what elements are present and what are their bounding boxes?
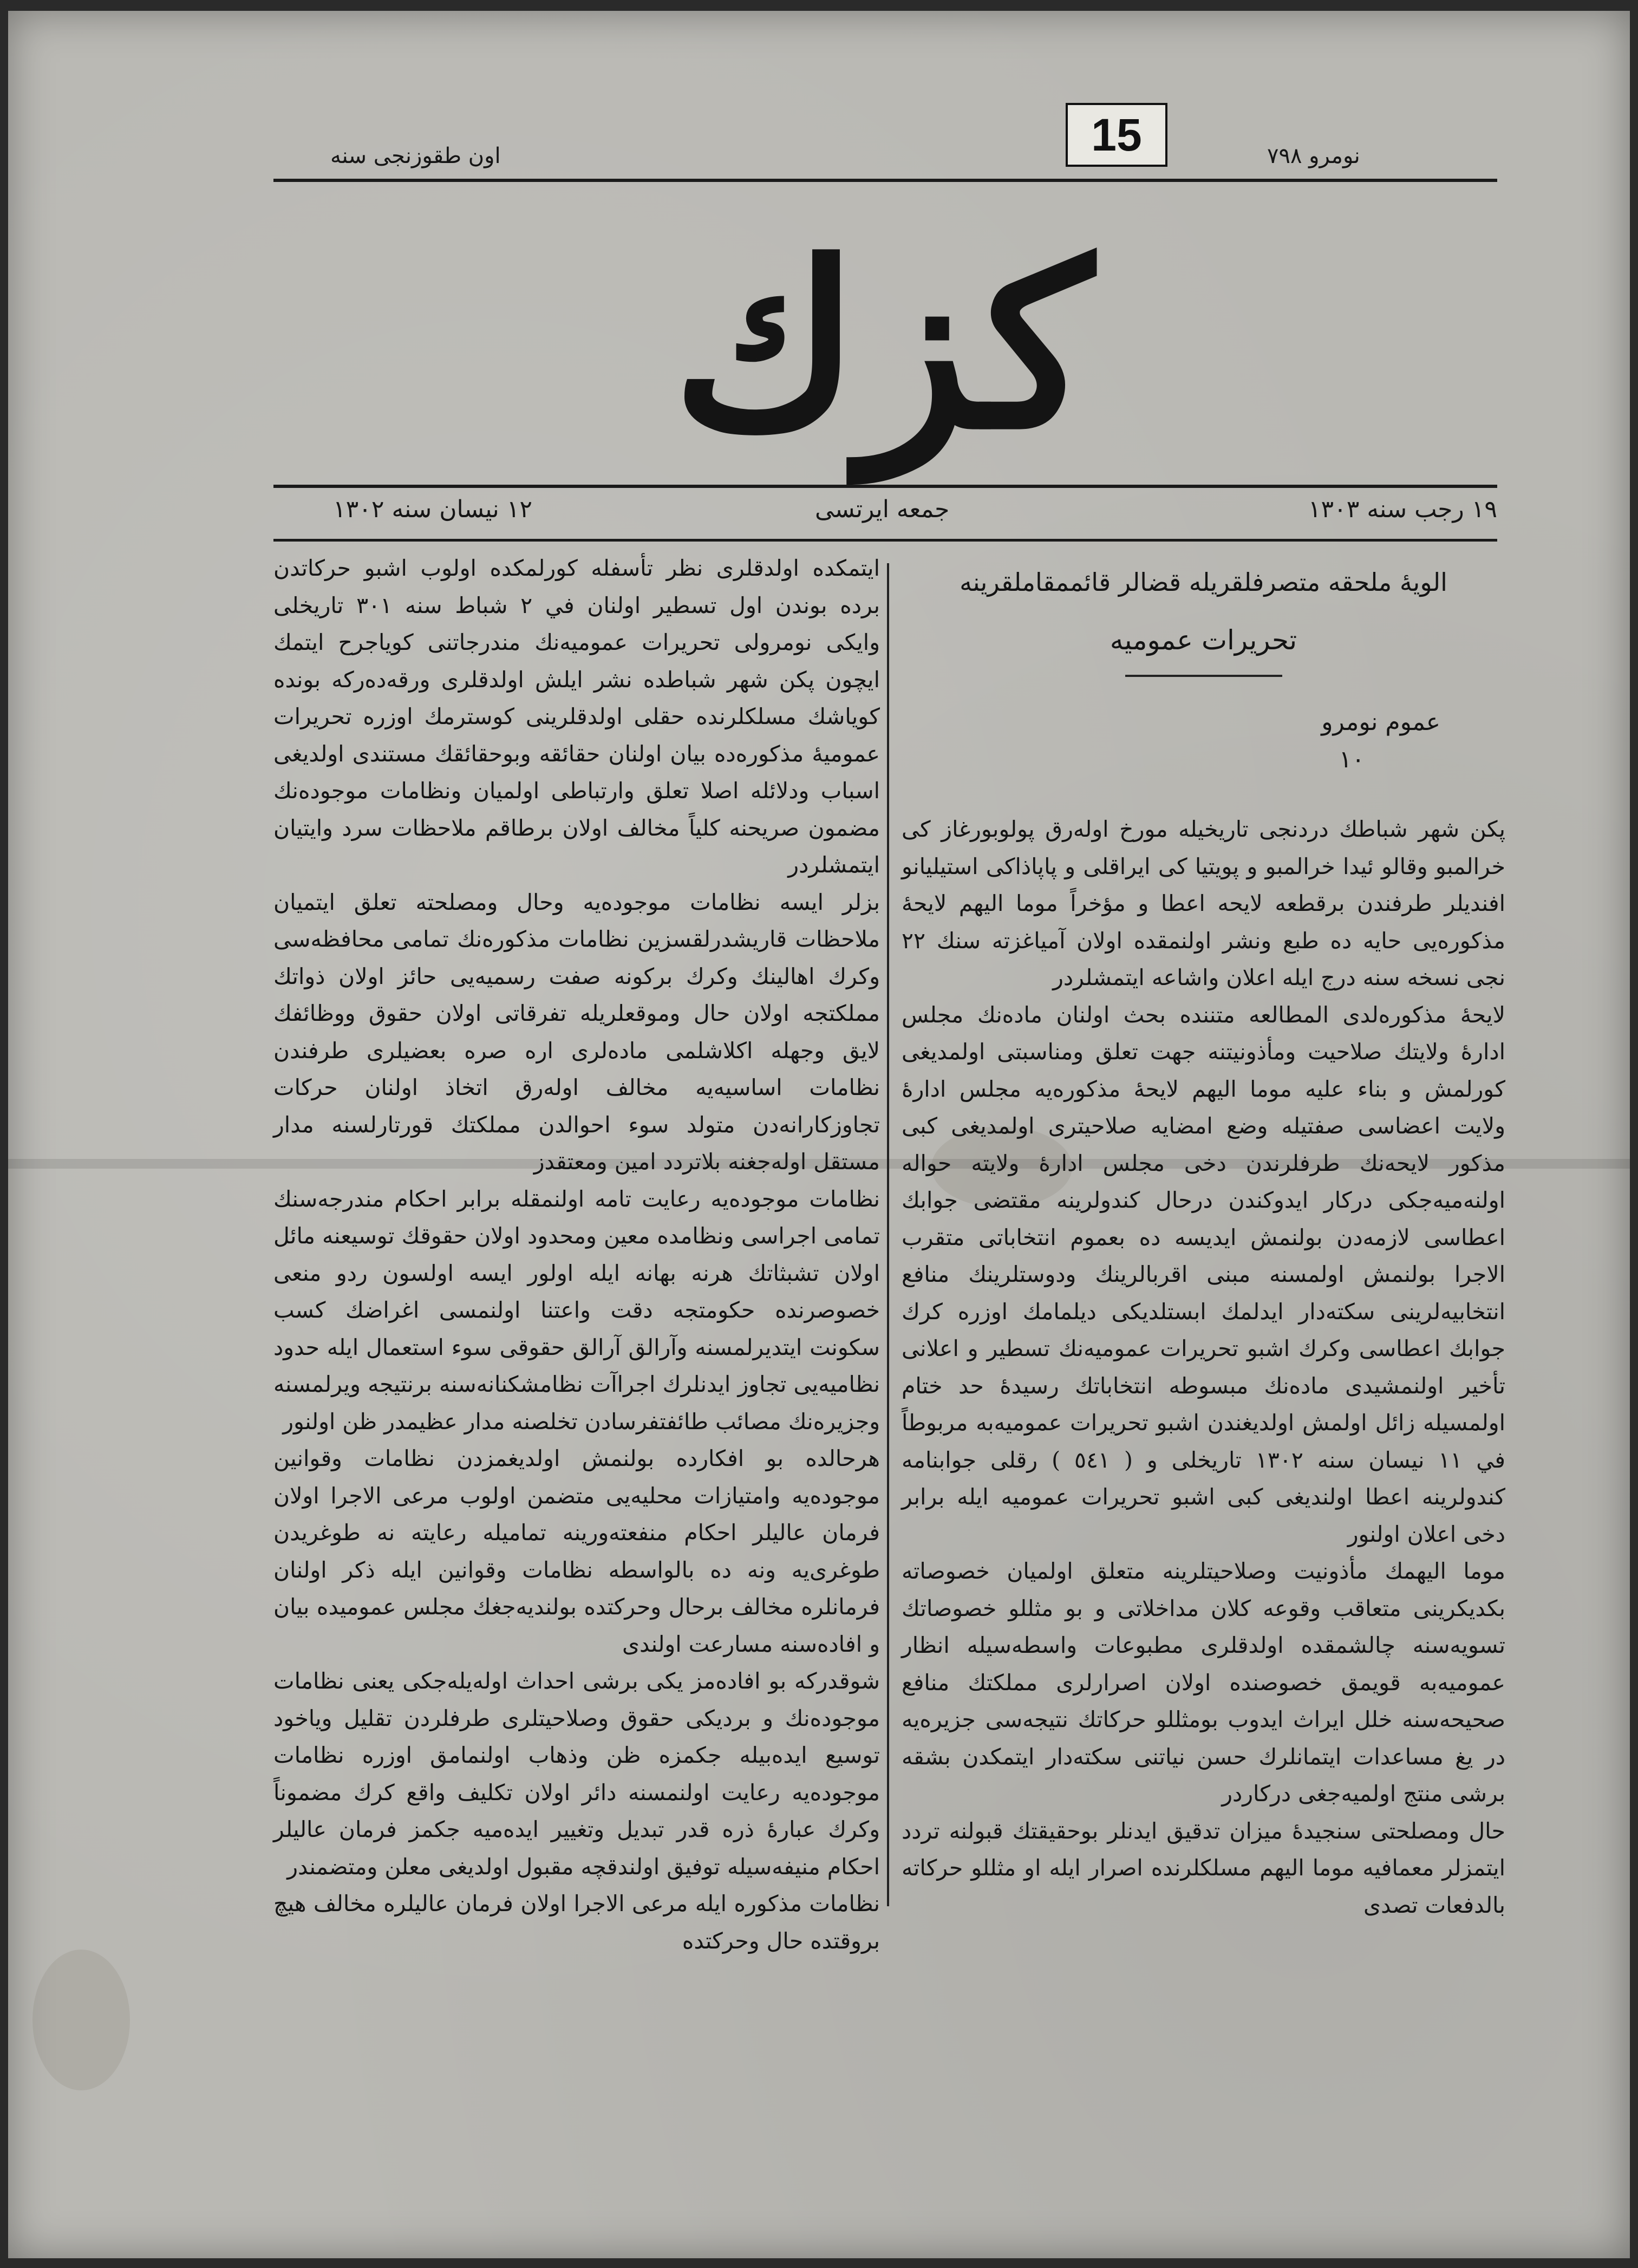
weekday-label: جمعه ايرتسی bbox=[815, 496, 950, 523]
article-paragraph: موما اليهمك مأذونيت وصلاحيتلرينه متعلق اولميان خصوصاته بكديكرينی متعاقب وقوعه كلان مداخلاتی و بو مثللو خصوصاتك تسويه‌سنه چالشمقده اولدقلری مطبوعات واسطه‌سيله انظار عموميه‌به قويمق خصوصنده اولان اصرارلری مملكتك منافع صحيحه‌سنه خلل ايراث ايدوب بومثللو حركاتك نتيجه‌سی جزيره‌يه در يغ مساعدات ايتمانلرك حسن نياتنی سكته‌دار ايتمكدن بشقه برشی منتج اولميه‌جغی دركاردر bbox=[902, 1558, 1505, 1807]
issue-year-label: اون طقوزنجی سنه bbox=[330, 144, 501, 168]
right-column bbox=[902, 550, 1505, 1936]
article-paragraph: هرحالده بو افكارده بولنمش اولديغمزدن نظامات وقوانين موجوده‌يه وامتيازات محليه‌يی متضمن اولوب مرعی الاجرا اولان فرمان عاليلر احكام منفعته‌ورينه تماميله رعايته نه طوغريدن طوغری‌يه ونه ده بالواسطه نظامات وقوانين ايله ذكر اولنان فرمانلره مخالف برحال وحركتده بولنديه‌جغك مجلس عموميده بيان و افاده‌سنه مسارعت اولندی bbox=[273, 1445, 880, 1657]
header-top-rule bbox=[273, 179, 1497, 182]
article-paragraph: بزلر ايسه نظامات موجوده‌يه وحال ومصلحته تعلق ايتميان ملاحظات قاريشدرلقسزين نظامات مذكوره‌نك تمامی محافظه‌سی وكرك اهالينك وكرك بركونه صفت رسميه‌يی حائز اولان ذواتك مملكتجه اولان حال وموقعلريله تفرقاتی اولان حقوق ووظائفك لايق وجهله اكلاشلمی ماده‌لری اره صره بعضيلری طرفندن نظامات اساسيه‌يه مخالف اوله‌رق اتخاذ اولنان حركات تجاوزكارانه‌دن متولد سوء احوالدن مملكتك قورتارلسنه مدار مستقل اوله‌جغنه بلاتردد امين ومعتقدز bbox=[273, 889, 880, 1175]
dateline-bottom-rule bbox=[273, 539, 1497, 542]
dateline-top-rule bbox=[273, 485, 1497, 488]
water-stain bbox=[32, 1950, 130, 2090]
masthead bbox=[639, 195, 1126, 498]
article-heading: الويهٔ ملحقه متصرفلقريله قضالر قائممقاملقرينه bbox=[960, 568, 1447, 597]
article-title: تحريرات عموميه bbox=[1110, 624, 1297, 656]
circular-number-value: ١٠ bbox=[1339, 745, 1365, 773]
column-divider bbox=[887, 563, 889, 1906]
rumi-date: ۱۲ نيسان سنه ۱۳۰۲ bbox=[333, 496, 532, 523]
article-paragraph: نظامات موجوده‌يه رعايت تامه اولنمقله برابر احكام مندرجه‌سنك تمامی اجراسی ونظامده معين ومحدود اولان حقوقك توسيعنه مائل اولان تشبثاتك هرنه بهانه ايله اولور ايسه اولسون ردو منعی خصوصرنده حكومتجه دقت واعتنا اولنمسی اغراضك كسب سكونت ايتديرلمسنه وآرالق آرالق حقوقی سوء استعمال ايله حدود نظاميه‌يی تجاوز ايدنلرك اجراآت نظامشكنانه‌سنه برنتيجه ويرلمسنه وجزيره‌نك مصائب طائفتفرسادن تخلصنه مدار عظيمدر ظن اولنور bbox=[273, 1185, 880, 1435]
article-paragraph: ايتمكده اولدقلری نظر تأسفله كورلمكده اولوب اشبو حركاتدن برده بوندن اول تسطير اولنان في ٢ شباط سنه ٣٠١ تاريخلی وايكی نومرولی تحريرات عموميه‌نك مندرجاتنی كوياجرح ايتمك ايچون پكن شهر شباطده نشر ايلش اولدقلری ورقه‌ده‌ركه بونده كوياشك مسلكلرنده حقلی اولدقلرينی كوسترمك اوزره تحريرات عموميهٔ مذكوره‌ده بيان اولنان حقائقه وبوحقائقك مستندی اولديغی اسباب ودلائله اصلا تعلق وارتباطی اولميان ونظامات موجوده‌نك مضمون صريحنه كلياً مخالف اولان برطاقم ملاحظات سرد وايتيان ايتمشلردر bbox=[273, 555, 880, 878]
hijri-date: ۱۹ رجب سنه ۱۳۰۳ bbox=[1308, 496, 1497, 523]
title-rule bbox=[1125, 675, 1282, 677]
circular-number-label: عموم نومرو bbox=[1321, 708, 1440, 736]
page-number-box: 15 bbox=[1066, 103, 1167, 167]
article-paragraph: لايحهٔ مذكوره‌لدی المطالعه متننده بحث اولنان ماده‌نك مجلس ادارهٔ ولايتك صلاحيت ومأذونيتنه جهت تعلق ومناسبتی اولمديغی كورلمش و بناء عليه موما اليهم لايحهٔ مذكوره‌يه مجلس ادارهٔ ولايت اعضاسی صفتيله وضع امضايه صلاحيتری اولمديغی كبی مذكور لايحه‌نك طرفلرندن دخی مجلس ادارهٔ ولايته حواله اولنه‌ميه‌جكی دركار ايدوكندن درحال كندولرينه مقتضی جوابك اعطاسی لازمه‌دن بولنمش ايديسه ده بعموم انتخاباتی متقرب الاجرا بولنمش اولمسنه مبنی اقربالرينك ودوستلرينك منافع انتخابيه‌لرينی سكته‌دار ايدلمك ابستلديكی ديلمامك اوزره كرك جوابك اعطاسی وكرك اشبو تحريرات عموميه‌نك تسطير و اعلانی تأخير اولنمشيدی ماده‌نك مبسوطه انتخاباتك رسيدهٔ حد ختام اولمسيله زائل اولمش اولديغندن اشبو تحريرات عموميه‌به مربوطاً في ١١ نيسان سنه ١٣٠٢ تاريخلی و ( ٥٤١ ) رقلی جوابنامه كندولرينه اعطا اولنديغی كبی اشبو تحريرات عموميه ايله برابر دخی اعلان اولنور bbox=[902, 1001, 1505, 1547]
left-column bbox=[273, 550, 880, 1954]
masthead-title: كزك bbox=[672, 213, 1093, 480]
article-paragraph: نظامات مذكوره ايله مرعی الاجرا اولان فرمان عاليلره مخالف هيچ بروقتده حال وحركتده bbox=[273, 1891, 880, 1954]
article-paragraph: پكن شهر شباطك دردنجی تاريخيله مورخ اوله‌رق پولوبورغاز كی خرالمبو وقالو ئيدا خرالمبو و پويتيا كی ايراقلی و پاپاذاكی استيليانو افنديلر طرفندن برقطعه لايحه اعطا و مؤخراً موما اليهم لايحهٔ مذكوره‌يی حايه ده طبع ونشر اولنمقده اولان آمياغزته سنك ٢٢ نجی نسخه سنه درج ايله اعلان واشاعه ايتمشلردر bbox=[902, 816, 1505, 990]
article-paragraph: شوقدركه بو افاده‌مز يكی برشی احداث اوله‌يله‌جكی يعنی نظامات موجوده‌نك و برديكی حقوق وصلاحيتلری طرفلردن تقليل وياخود توسيع ايده‌بيله جكمزه ظن وذهاب اولنمامق اوزره نظامات موجوده‌يه رعايت اولنمسنه دائر اولان تكليف واقع كرك مضموناً وكرك عبارهٔ ذره قدر تبديل وتغيير ايده‌ميه جكمز فرمان عاليلر احكام منيفه‌سيله توفيق اولندقچه مقبول اولديغی معلن ومتضمندر bbox=[273, 1668, 880, 1880]
issue-number-label: نومرو ۷۹۸ bbox=[1267, 144, 1360, 168]
dateline bbox=[273, 496, 1497, 528]
article-paragraph: حال ومصلحتی سنجيدهٔ ميزان تدقيق ايدنلر بوحقيقتك قبولنه تردد ايتمزلر معمافيه موما اليهم مسلكلرنده اصرار ايله او مثللو حركاته بالدفعات تصدی bbox=[902, 1817, 1505, 1918]
